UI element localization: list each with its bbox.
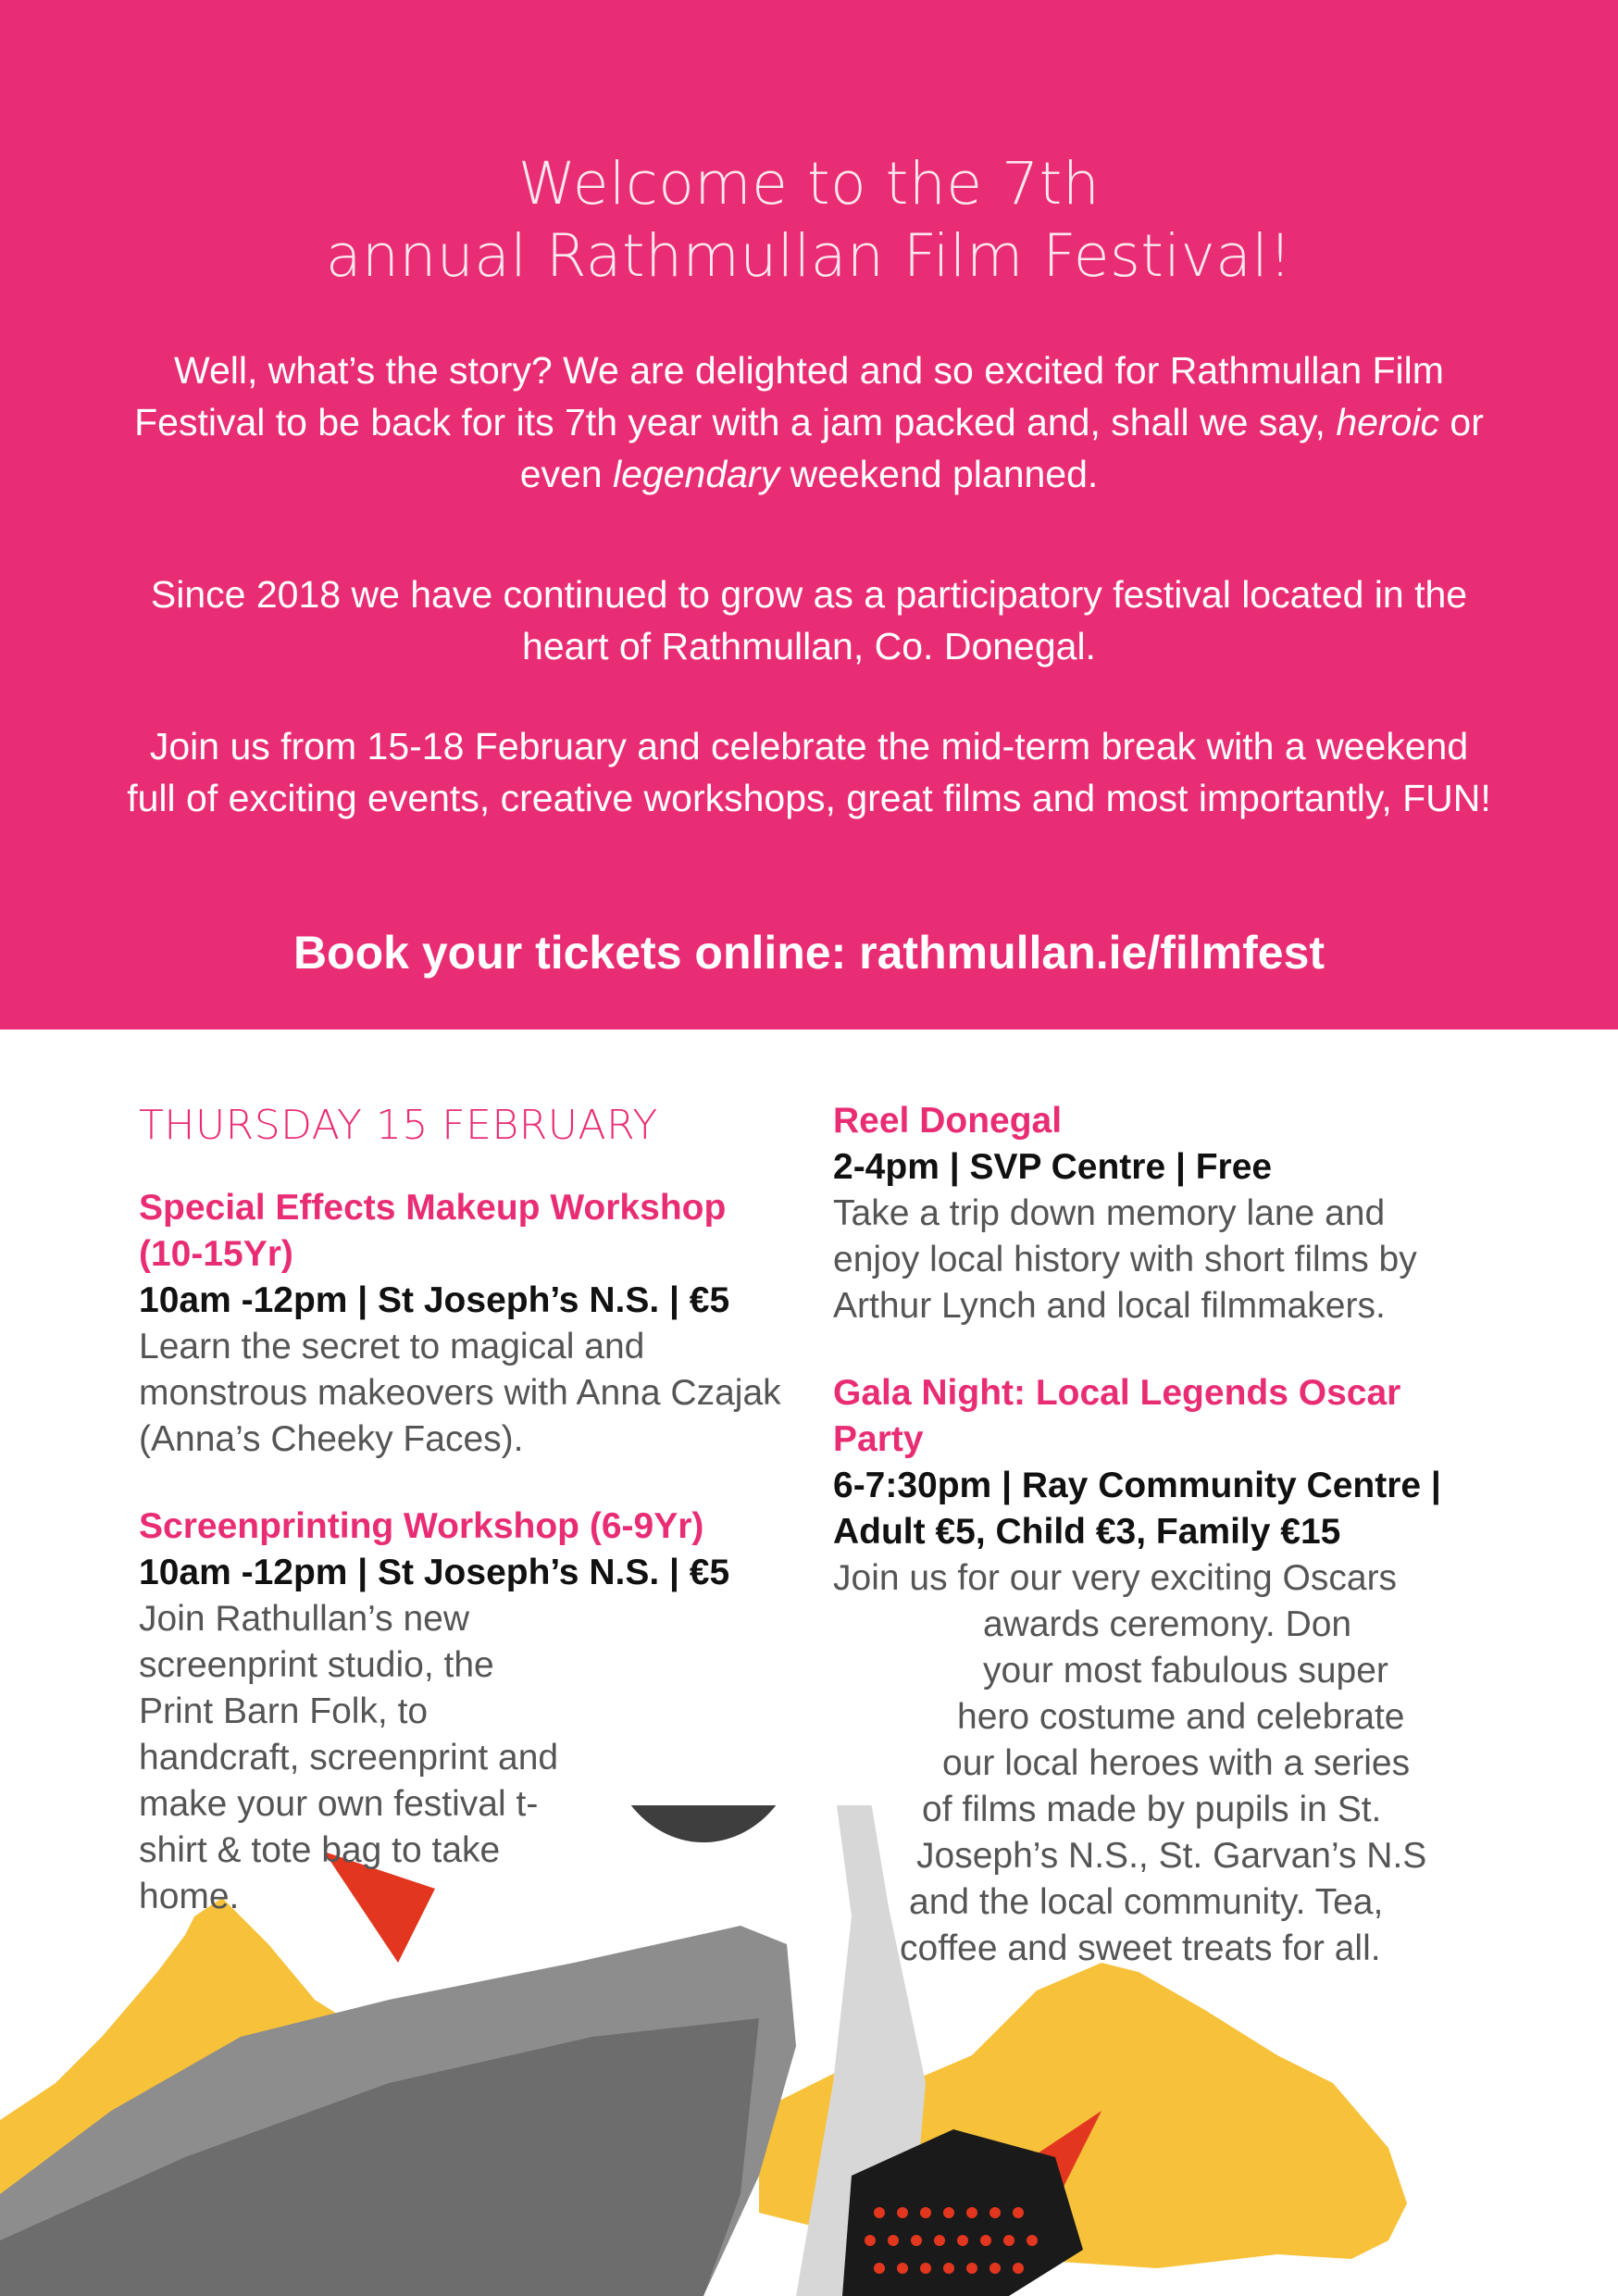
intro-text-a: Well, what’s the story? We are delighted and so excited for Rathmullan Film Festival to be back for its 7th year with a jam packed and, shall we say, — [134, 349, 1444, 443]
event-meta: 10am -12pm | St Joseph’s N.S. | €5 — [139, 1280, 730, 1320]
desc-line: awards ceremony. Don — [983, 1604, 1352, 1644]
dates-paragraph: Join us from 15-18 February and celebrate the mid-term break with a weekend full of exciting events, creative workshops, great films and most importantly, FUN! — [127, 725, 1491, 819]
desc-line: our local heroes with a series — [942, 1743, 1411, 1783]
intro-emphasis-legendary: legendary — [613, 453, 780, 495]
intro-text-c: weekend planned. — [779, 453, 1099, 495]
page-title — [0, 148, 1618, 293]
day-heading: THURSDAY 15 FEBRUARY — [139, 1102, 658, 1149]
event-title: Gala Night: Local Legends Oscar Party — [833, 1373, 1401, 1459]
desc-line: Join us for our very exciting Oscars — [833, 1558, 1398, 1598]
event-meta: 2-4pm | SVP Centre | Free — [833, 1147, 1273, 1187]
left-column — [139, 1098, 787, 1961]
event-meta: 6-7:30pm | Ray Community Centre | Adult €5, Child €3, Family €15 — [833, 1466, 1441, 1552]
hero-banner — [0, 0, 1618, 1029]
event-reel-donegal — [833, 1098, 1481, 1329]
event-title: Special Effects Makeup Workshop (10-15Yr) — [139, 1188, 727, 1274]
title-line-2: annual Rathmullan Film Festival! — [325, 222, 1293, 290]
desc-line: and the local community. Tea, — [909, 1882, 1384, 1922]
history-paragraph: Since 2018 we have continued to grow as a participatory festival located in the heart of Rathmullan, Co. Donegal. — [150, 573, 1468, 668]
event-screenprinting — [139, 1504, 787, 1920]
booking-link[interactable]: Book your tickets online: rathmullan.ie/filmfest — [292, 927, 1326, 979]
event-description — [833, 1555, 1481, 1972]
event-gala-night — [833, 1370, 1481, 1972]
desc-line: coffee and sweet treats for all. — [900, 1928, 1381, 1968]
desc-line: hero costume and celebrate — [957, 1697, 1405, 1737]
right-column — [833, 1098, 1481, 2013]
intro-text-b: or even — [519, 401, 1484, 495]
desc-line: Joseph’s N.S., St. Garvan’s N.S — [916, 1836, 1427, 1876]
intro-paragraph — [120, 344, 1498, 500]
event-title: Reel Donegal — [833, 1101, 1063, 1141]
desc-line: your most fabulous super — [983, 1651, 1388, 1691]
event-special-effects — [139, 1185, 787, 1463]
event-title: Screenprinting Workshop (6-9Yr) — [139, 1506, 704, 1546]
event-description: Join Rathullan’s new screenprint studio, the Print Barn Folk, to handcraft, screenprint and make your own festival t-shirt & tote bag to take home. — [139, 1599, 559, 1916]
event-description: Learn the secret to magical and monstrous makeovers with Anna Czajak (Anna’s Cheeky Faces). — [139, 1327, 781, 1459]
desc-line: of films made by pupils in St. — [922, 1790, 1382, 1829]
event-meta: 10am -12pm | St Joseph’s N.S. | €5 — [139, 1553, 730, 1592]
title-line-1: Welcome to the 7th — [517, 150, 1101, 218]
event-description: Take a trip down memory lane and enjoy local history with short films by Arthur Lynch and local filmmakers. — [833, 1193, 1417, 1326]
intro-emphasis-heroic: heroic — [1336, 401, 1439, 443]
